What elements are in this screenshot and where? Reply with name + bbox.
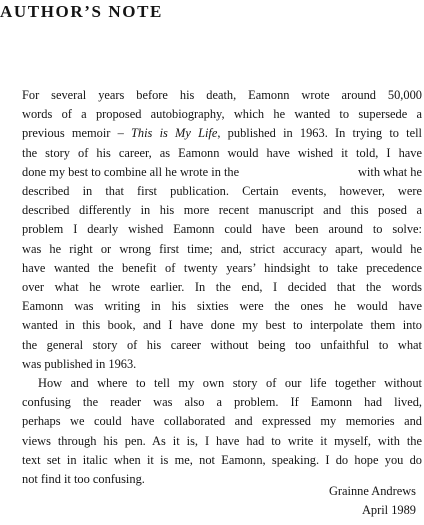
text-line: How and where to tell my own story of our life together without [38, 376, 422, 391]
gap-line-suffix: with what he [357, 164, 422, 179]
text-line: the story of his career, as Eamonn would have wished it told, I have [22, 145, 422, 160]
text-line: over what he wrote earlier. In the end, I decided that the words [22, 280, 422, 295]
text-line: words of a proposed autobiography, which he wanted to supersede a [22, 107, 422, 122]
text-line: Eamonn was writing in his sixties were the ones he would have [22, 299, 422, 314]
text-line: wanted in this book, and I have done my best to interpolate them into [22, 318, 422, 333]
text-line: described differently in his more recent manuscript and this posed a [22, 203, 422, 218]
note-body [22, 86, 422, 489]
memoir-title: This is My Life [131, 126, 218, 141]
text-line: the general story of his career without being too unfaithful to what [22, 337, 422, 352]
text-line: text set in italic when it is me, not Eamonn, speaking. I do hope you do [22, 452, 422, 467]
text-line: perhaps we could have collaborated and expressed my memories and [22, 414, 422, 429]
text-line: have wanted the benefit of twenty years’ hindsight to take precedence [22, 260, 422, 275]
text-line: problem I dearly wished Eamonn could have been around to solve: [22, 222, 422, 237]
paragraph-1 [22, 86, 422, 374]
page-heading: AUTHOR’S NOTE [0, 2, 163, 21]
text-line: For several years before his death, Eamonn wrote around 50,000 [22, 88, 422, 102]
gap-line-prefix: done my best to combine all he wrote in the [22, 164, 240, 179]
text-line: was published in 1963. [22, 356, 137, 371]
paragraph-2 [22, 374, 422, 489]
text-line: confusing the reader was also a problem. If Eamonn had lived, [22, 395, 422, 410]
signature-block [329, 482, 416, 520]
text-line: was he right or wrong first time; and, strict accuracy apart, would he [22, 241, 422, 256]
memoir-prefix: previous memoir – [22, 126, 132, 141]
text-line: described in that first publication. Certain events, however, were [22, 184, 422, 199]
text-line-with-gap [22, 163, 422, 182]
memoir-suffix: , published in 1963. In trying to tell [217, 126, 422, 141]
text-line [22, 124, 422, 143]
author-name: Grainne Andrews [328, 484, 416, 498]
text-line: not find it too confusing. [22, 472, 145, 487]
text-line: views through his pen. As it is, I have had to write it myself, with the [22, 433, 422, 448]
signature-date: April 1989 [361, 503, 416, 517]
